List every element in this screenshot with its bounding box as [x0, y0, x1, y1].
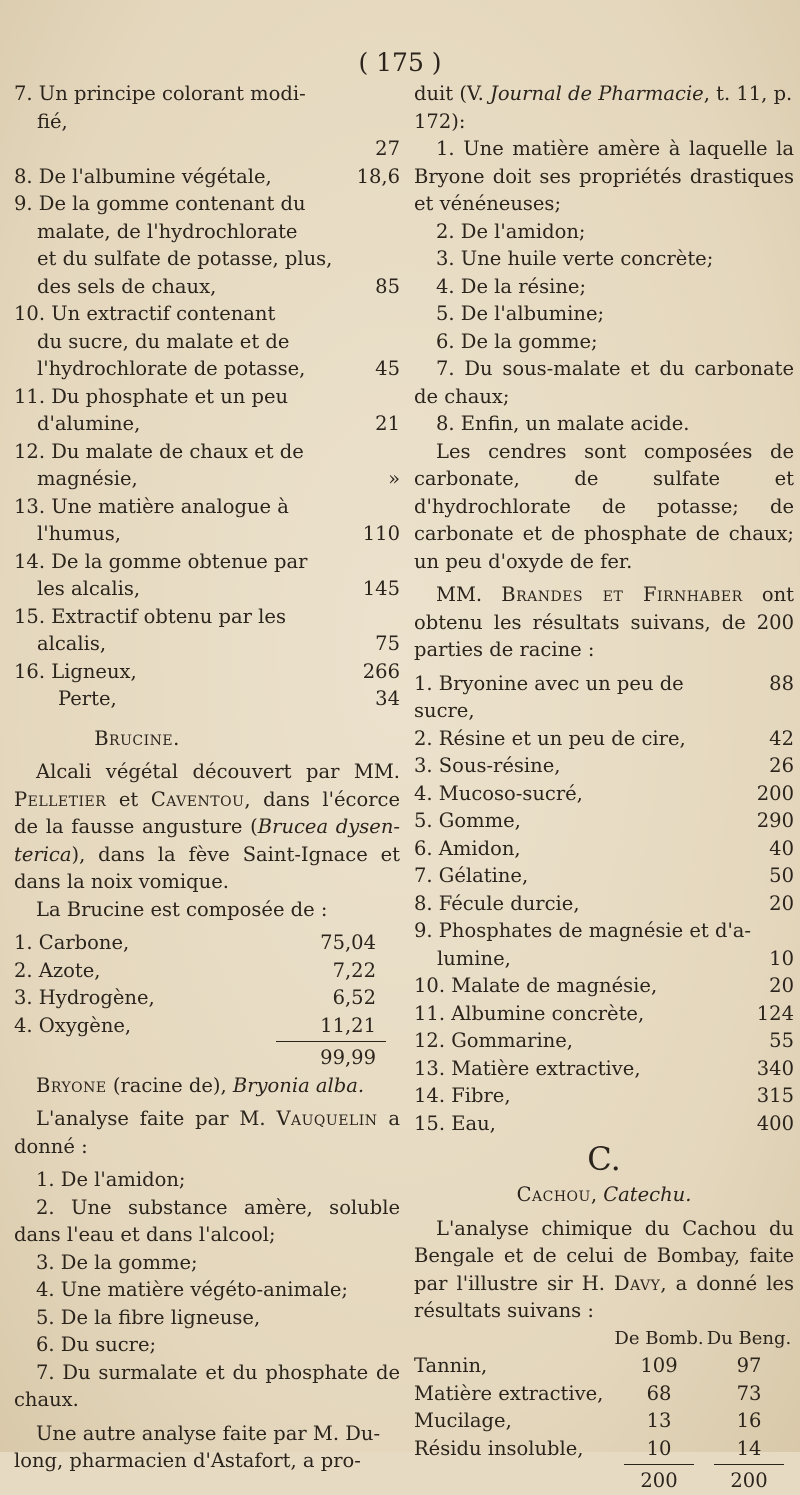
item-value: 88 — [769, 671, 794, 695]
list-item: 5. De la fibre ligneuse, — [36, 1305, 261, 1329]
text: Caventou — [150, 787, 245, 811]
item-label: 3. Sous-résine, — [414, 754, 561, 777]
text: MM. — [436, 583, 502, 606]
item-label: 4. Mucoso-sucré, — [414, 781, 583, 805]
list-item — [14, 493, 400, 548]
text: Alcali végétal découvert par MM. — [36, 760, 400, 783]
cell: 13 — [646, 1409, 672, 1432]
item-line: d'alumine, — [37, 412, 141, 435]
sum-rule — [624, 1464, 694, 1465]
list-item — [14, 929, 400, 957]
total-row — [414, 1467, 794, 1495]
item-label: 8. De l'albumine végétale, — [14, 164, 272, 188]
text: a donné : — [14, 1107, 401, 1158]
item-value: 99,99 — [320, 1046, 376, 1069]
item-value: 50 — [769, 864, 794, 887]
list-item — [414, 1000, 794, 1028]
text: Vauquelin — [276, 1107, 378, 1130]
item-value: 6,52 — [332, 986, 376, 1009]
row-label: Résidu insoluble, — [414, 1436, 584, 1460]
item-line: 12. Du malate de chaux et de — [14, 439, 304, 463]
item-value: 400 — [756, 1111, 794, 1135]
list-item — [14, 190, 400, 300]
item-line: l'hydrochlorate de potasse, — [37, 357, 306, 380]
item-line: lumine, — [437, 946, 511, 970]
text: L'analyse faite par M. — [36, 1107, 277, 1130]
list-item — [14, 658, 400, 686]
item-label: 1. Bryonine avec un peu de sucre, — [414, 671, 684, 722]
item-line: alcalis, — [37, 632, 107, 655]
item-line: 9. De la gomme contenant du — [14, 192, 306, 215]
item-line: 9. Phosphates de magnésie et d'a- — [414, 919, 752, 942]
text: Bryonia alba. — [232, 1073, 365, 1097]
list-item — [414, 670, 794, 725]
item-label: 1. Carbone, — [14, 931, 130, 954]
item-value: 7,22 — [332, 958, 376, 982]
list-item: 3. Une huile verte concrète; — [436, 247, 714, 270]
list-item: 1. De l'amidon; — [36, 1168, 186, 1191]
left-column — [14, 80, 400, 1475]
text: (racine de), — [106, 1073, 233, 1097]
table-row — [414, 1435, 794, 1463]
text: ont obtenu les résultats suivans, de 200 parties de racine : — [414, 583, 794, 661]
cell: 109 — [640, 1354, 678, 1377]
item-label: 11. Albumine concrète, — [414, 1001, 645, 1025]
cell: 10 — [646, 1436, 672, 1460]
list-item — [414, 862, 794, 890]
right-column — [414, 80, 794, 1495]
row-label: Matière extractive, — [414, 1381, 604, 1405]
paragraph — [14, 1105, 400, 1160]
list-item — [414, 1110, 794, 1138]
item-line: 11. Du phosphate et un peu — [14, 384, 289, 408]
list-item: 6. De la gomme; — [436, 329, 598, 353]
list-item — [414, 890, 794, 918]
cell: 14 — [736, 1436, 762, 1460]
item-label: 16. Ligneux, — [14, 659, 137, 683]
list-item — [14, 603, 400, 658]
cell: 97 — [736, 1354, 762, 1377]
item-value: 290 — [756, 809, 794, 832]
text: Catechu. — [603, 1183, 692, 1206]
list-item: 6. Du sucre; — [36, 1333, 157, 1356]
row-label: Tannin, — [414, 1354, 488, 1377]
text: Brandes et Firnhaber — [501, 583, 743, 606]
text: , a donné les résultats suivans : — [414, 1271, 794, 1322]
item-line: 14. De la gomme obtenue par — [14, 549, 308, 573]
item-value: 26 — [769, 754, 794, 777]
list-item: 3. De la gomme; — [36, 1250, 198, 1274]
section-heading — [14, 1072, 400, 1100]
text: Davy — [613, 1271, 661, 1295]
item-label: 6. Amidon, — [414, 836, 521, 860]
column-header: Du Beng. — [706, 1327, 792, 1349]
text: Cachou — [516, 1183, 591, 1206]
paragraph — [414, 581, 794, 664]
list-item — [414, 725, 794, 753]
item-value: 20 — [769, 974, 794, 997]
paragraph: La Brucine est composée de : — [36, 897, 328, 921]
list-item: 4. Une matière végéto-animale; — [36, 1278, 348, 1301]
list-item — [14, 108, 400, 163]
item-line: 10. Un extractif contenant — [14, 302, 276, 325]
item-label: 2. Azote, — [14, 958, 101, 982]
cell: 200 — [730, 1469, 768, 1492]
column-header: De Bomb. — [614, 1327, 704, 1349]
item-value: 10 — [769, 946, 794, 970]
list-item: 8. Enfin, un malate acide. — [436, 412, 690, 435]
paragraph: Une autre analyse faite par M. Du- — [36, 1421, 381, 1445]
text: Pelletier — [14, 787, 107, 811]
text: L'analyse chimique du Cachou du Bengale et de celui de Bombay, faite par l'illustre sir H. — [414, 1216, 794, 1295]
item-value: 266 — [362, 659, 400, 683]
table-header-row — [414, 1325, 794, 1353]
paragraph — [414, 1215, 794, 1325]
list-item — [14, 438, 400, 493]
item-line: malate, de l'hydrochlorate — [37, 219, 298, 243]
item-line: magnésie, — [37, 467, 138, 490]
list-item — [414, 752, 794, 780]
item-value: 340 — [756, 1056, 794, 1080]
list-item — [414, 917, 794, 972]
item-value: 55 — [769, 1029, 794, 1052]
item-value: 75 — [375, 632, 400, 655]
item-value: 124 — [756, 1001, 794, 1025]
section-heading: Cachou, Catechu. — [516, 1183, 692, 1206]
section-letter: C. — [587, 1140, 621, 1178]
item-label: 7. Gélatine, — [414, 864, 529, 887]
item-value: 40 — [769, 836, 794, 860]
list-item: 4. De la résine; — [436, 274, 587, 298]
item-label: 13. Matière extractive, — [414, 1056, 641, 1080]
item-line: 15. Extractif obtenu par les — [14, 604, 286, 628]
item-value: 27 — [375, 137, 400, 160]
total-row — [14, 1044, 400, 1072]
list-item — [414, 807, 794, 835]
list-item: 7. Du surmalate et du phosphate de chaux. — [14, 1360, 400, 1411]
item-value: 315 — [756, 1084, 794, 1107]
item-value: 21 — [375, 412, 400, 435]
item-value: 110 — [362, 522, 400, 545]
item-line: des sels de chaux, — [37, 274, 217, 298]
paragraph: Alcali végétal découvert par MM. Pelletier et Caventou, dans l'écorce de la fausse angusture (Brucea dysen-terica), dans la fève Saint-Ignace et dans la noix vomique. — [14, 760, 400, 893]
row-label: Mucilage, — [414, 1409, 512, 1432]
list-item — [414, 972, 794, 1000]
item-label: 4. Oxygène, — [14, 1013, 132, 1037]
item-value: » — [388, 467, 400, 490]
item-label: 10. Malate de magnésie, — [414, 974, 658, 997]
list-item — [14, 984, 400, 1012]
list-item — [414, 1055, 794, 1083]
item-value: 42 — [769, 726, 794, 750]
item-value: 200 — [756, 781, 794, 805]
list-item: 7. Du sous-malate et du carbonate de chaux; — [414, 357, 794, 408]
list-item — [414, 780, 794, 808]
paragraph: Les cendres sont composées de carbonate, de sulfate et d'hydrochlorate de potasse; de carbonate et de phosphate de chaux; un peu d'oxyde de fer. — [414, 439, 794, 573]
text: Journal de Pharmacie — [490, 82, 704, 105]
table-row — [414, 1352, 794, 1380]
item-line: et du sulfate de potasse, plus, — [37, 247, 333, 270]
item-value: 145 — [362, 577, 400, 600]
cell: 16 — [736, 1409, 762, 1432]
text: , t. 11, p. 172): — [414, 82, 793, 133]
item-label: 15. Eau, — [414, 1111, 496, 1135]
list-item — [414, 835, 794, 863]
text: Bryone — [36, 1073, 107, 1097]
item-value: 11,21 — [320, 1013, 376, 1037]
table-row — [414, 1380, 794, 1408]
item-line: du sucre, du malate et de — [37, 329, 290, 353]
item-value: 45 — [375, 357, 400, 380]
list-item: 2. De l'amidon; — [436, 219, 586, 243]
item-value: 85 — [375, 274, 400, 298]
item-line: les alcalis, — [37, 577, 141, 600]
item-value: 20 — [769, 891, 794, 915]
list-item: 1. Une matière amère à laquelle la Bryone doit ses propriétés drastiques et vénéneuses; — [414, 137, 794, 215]
cell: 68 — [646, 1381, 672, 1405]
item-label: 14. Fibre, — [414, 1084, 511, 1107]
item-value: 34 — [375, 687, 400, 710]
list-item: 7. Un principe colorant modi- fié, — [14, 82, 306, 133]
text: Brucea dysen-terica — [14, 815, 400, 866]
list-item — [14, 548, 400, 603]
item-line: l'humus, — [37, 522, 121, 545]
item-value: 18,6 — [356, 164, 400, 188]
list-item: 2. Une substance amère, soluble dans l'eau et dans l'alcool; — [14, 1195, 400, 1246]
item-label: 5. Gomme, — [414, 809, 521, 832]
list-item — [14, 383, 400, 438]
list-item — [14, 685, 400, 713]
paragraph: long, pharmacien d'Astafort, a pro- — [14, 1449, 361, 1472]
paragraph — [414, 80, 794, 135]
item-label: 3. Hydrogène, — [14, 986, 155, 1009]
cachou-table — [414, 1325, 794, 1495]
item-value: 75,04 — [320, 931, 376, 954]
list-item: 5. De l'albumine; — [436, 302, 605, 325]
list-item — [414, 1027, 794, 1055]
sum-rule — [276, 1041, 386, 1042]
sum-rule — [714, 1464, 784, 1465]
item-label: Perte, — [58, 687, 117, 710]
text: duit (V. — [414, 82, 490, 105]
cell: 200 — [640, 1469, 678, 1492]
item-label: 8. Fécule durcie, — [414, 891, 580, 915]
page-number: ( 175 ) — [358, 48, 442, 77]
item-label: 2. Résine et un peu de cire, — [414, 726, 686, 750]
section-heading: Brucine. — [94, 726, 180, 750]
item-label: 12. Gommarine, — [414, 1029, 573, 1052]
list-item — [14, 1012, 400, 1040]
list-item — [14, 163, 400, 191]
list-item — [14, 957, 400, 985]
list-item — [14, 300, 400, 383]
list-item — [414, 1082, 794, 1110]
cell: 73 — [736, 1381, 762, 1405]
item-line: 13. Une matière analogue à — [14, 494, 289, 518]
table-row — [414, 1407, 794, 1435]
